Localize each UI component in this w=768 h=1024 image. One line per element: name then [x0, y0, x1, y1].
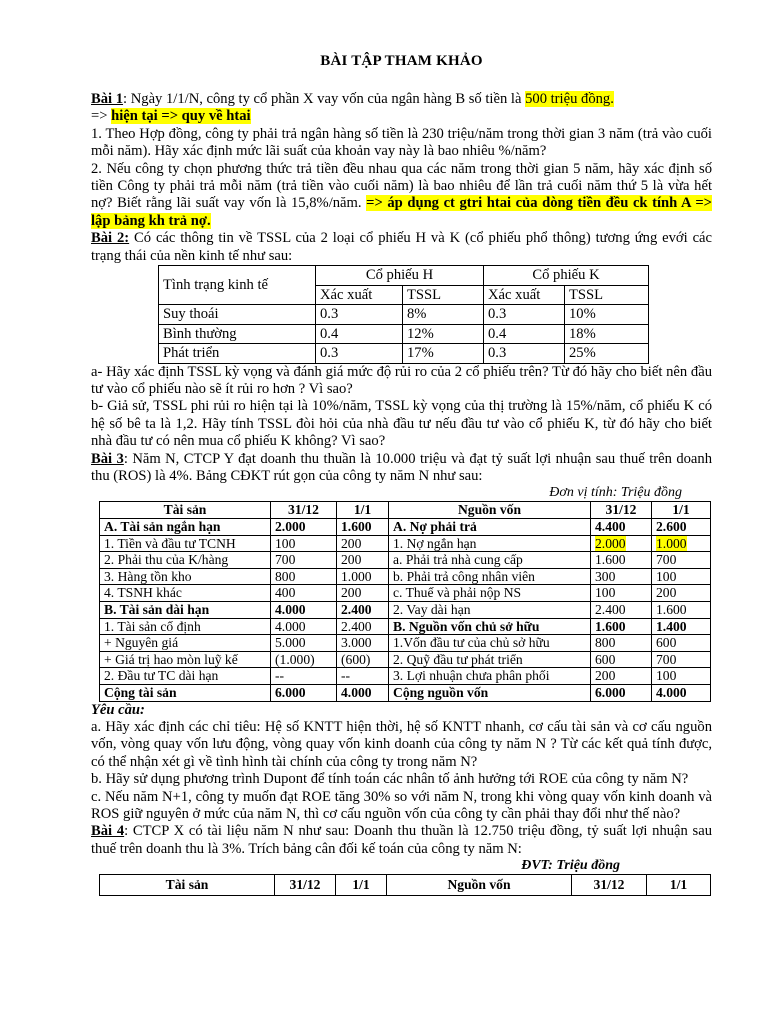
table-cell: 400: [271, 585, 337, 602]
table-header-row: [100, 875, 711, 896]
table-row: [100, 651, 711, 668]
table-row: [100, 668, 711, 685]
table-header-stock-h: Cổ phiếu H: [316, 266, 484, 286]
table-row: [100, 552, 711, 569]
table-row: [100, 568, 711, 585]
bai1-intro-text: : Ngày 1/1/N, công ty cổ phần X vay vốn của ngân hàng B số tiền là: [123, 91, 526, 107]
table-cell: 2.400: [337, 618, 389, 635]
table-cell: 100: [591, 585, 652, 602]
bai2-question-b: b- Giả sử, TSSL phi rủi ro hiện tại là 10%/năm, TSSL kỳ vọng của thị trường là 15%/năm, cổ phiếu K có hệ số bê ta là 1,2. Hãy tính TSSL đòi hỏi của nhà đầu tư nếu đầu tư vào cổ phiếu K, từ đó hãy cho biết nhà đầu tư có nên mua cổ phiếu K không? Vì sao?: [91, 398, 712, 450]
table-cell: 0.4: [316, 324, 403, 344]
table-row: [100, 585, 711, 602]
bai2-stock-table: [158, 265, 649, 364]
table-cell: 0.4: [484, 324, 565, 344]
table-cell: 2. Đầu tư TC dài hạn: [100, 668, 271, 685]
bai1-amount-highlight: 500 triệu đồng.: [525, 91, 614, 107]
table-cell: 1.000: [337, 568, 389, 585]
bai3-intro-text: : Năm N, CTCP Y đạt doanh thu thuần là 10.000 triệu và đạt tỷ suất lợi nhuận sau thuế trên doanh thu (ROS) là 4%. Bảng CĐKT rút gọn của công ty năm N như sau:: [91, 450, 713, 484]
table-cell: 200: [337, 535, 389, 552]
bai1-note-highlight: hiện tại => quy về htai: [111, 108, 251, 125]
table-cell: 0.3: [484, 344, 565, 364]
table-header-prob-k: Xác xuất: [484, 285, 565, 305]
table-header: 1/1: [647, 875, 711, 896]
table-cell: --: [337, 668, 389, 685]
bai2-intro-text: Có các thông tin về TSSL của 2 loại cổ phiếu H và K (cổ phiếu phổ thông) tương ứng evới các trạng thái của nền kinh tế như sau:: [91, 230, 713, 264]
table-cell: 200: [337, 552, 389, 569]
table-header-stock-k: Cổ phiếu K: [484, 266, 649, 286]
table-header-row: [100, 502, 711, 519]
table-cell: 800: [271, 568, 337, 585]
bai1-question-1: 1. Theo Hợp đồng, công ty phải trả ngân hàng số tiền là 230 triệu/năm trong thời gian 3 năm (trả vào cuối mỗi năm). Hãy xác định mức lãi suất của khoản vay này là bao nhiêu %/năm?: [91, 125, 712, 160]
bai1-question-2-note: => áp dụng ct gtri htai của dòng tiền đều ck tính A => lập bảng kh trả nợ.: [91, 195, 712, 229]
table-row: [100, 684, 711, 701]
table-cell: 100: [652, 668, 711, 685]
table-cell: 1.600: [337, 519, 389, 536]
table-cell: 1.Vốn đầu tư của chủ sở hữu: [389, 635, 591, 652]
table-header-prob-h: Xác xuất: [316, 285, 403, 305]
bai4-unit-note: ĐVT: Triệu đồng: [521, 858, 620, 874]
table-cell: Phát triển: [159, 344, 316, 364]
table-header: Tài sản: [100, 875, 275, 896]
table-cell: 0.3: [484, 305, 565, 325]
bai3-question-c: c. Nếu năm N+1, công ty muốn đạt ROE tăng 30% so với năm N, trong khi vòng quay vốn kinh doanh và ROS giữ nguyên ở mức của năm N, thì cơ cấu nguồn vốn của công ty cần phải thay đổi như thế nào?: [91, 788, 712, 822]
bai3-balance-sheet-table: [99, 501, 711, 701]
bai3-intro: [91, 451, 712, 486]
table-cell: 12%: [403, 324, 484, 344]
table-cell: + Giá trị hao mòn luỹ kế: [100, 651, 271, 668]
table-cell: 2. Vay dài hạn: [389, 601, 591, 618]
bai4-intro: [91, 823, 712, 858]
table-cell: 600: [652, 635, 711, 652]
table-cell: --: [271, 668, 337, 685]
page-title: BÀI TẬP THAM KHẢO: [320, 53, 483, 69]
table-cell: 2.000: [271, 519, 337, 536]
table-header: Nguồn vốn: [389, 502, 591, 519]
bai1-intro: [91, 91, 712, 126]
table-cell: (1.000): [271, 651, 337, 668]
table-cell: 4.000: [652, 684, 711, 701]
table-cell: 600: [591, 651, 652, 668]
table-header: 31/12: [591, 502, 652, 519]
table-cell: b. Phải trả công nhân viên: [389, 568, 591, 585]
table-cell: 17%: [403, 344, 484, 364]
bai3-unit-note: Đơn vị tính: Triệu đồng: [549, 485, 682, 501]
bai3-question-b: b. Hãy sử dụng phương trình Dupont để tính toán các nhân tố ảnh hưởng tới ROE của công ty năm N?: [91, 771, 689, 788]
highlight-value: 1.000: [656, 535, 687, 551]
table-row: [159, 324, 649, 344]
table-cell: 6.000: [591, 684, 652, 701]
table-cell: 3. Lợi nhuận chưa phân phối: [389, 668, 591, 685]
highlight-value: 2.000: [595, 535, 626, 551]
table-cell: 1.600: [591, 552, 652, 569]
table-cell: Suy thoái: [159, 305, 316, 325]
table-cell: + Nguyên giá: [100, 635, 271, 652]
table-cell: (600): [337, 651, 389, 668]
table-header: Tài sản: [100, 502, 271, 519]
table-cell: Cộng nguồn vốn: [389, 684, 591, 701]
table-header: 1/1: [336, 875, 387, 896]
table-row: [100, 618, 711, 635]
table-row: [100, 601, 711, 618]
table-cell: B. Tài sản dài hạn: [100, 601, 271, 618]
table-cell-highlight: [591, 535, 652, 552]
table-cell: 700: [271, 552, 337, 569]
table-cell: Bình thường: [159, 324, 316, 344]
table-cell: 10%: [565, 305, 649, 325]
table-header: 1/1: [337, 502, 389, 519]
table-cell: 4. TSNH khác: [100, 585, 271, 602]
table-cell: Cộng tài sản: [100, 684, 271, 701]
bai1-question-2: [91, 161, 712, 231]
table-cell: 4.000: [337, 684, 389, 701]
table-cell: 4.000: [271, 618, 337, 635]
table-cell: A. Tài sản ngắn hạn: [100, 519, 271, 536]
table-cell: 100: [271, 535, 337, 552]
table-cell: 1.400: [652, 618, 711, 635]
table-cell: 2.400: [337, 601, 389, 618]
table-cell: 2.400: [591, 601, 652, 618]
table-cell: 1. Nợ ngắn hạn: [389, 535, 591, 552]
table-cell: 200: [652, 585, 711, 602]
table-header-state: Tình trạng kinh tế: [159, 266, 316, 305]
table-row: [100, 519, 711, 536]
table-cell: 1.600: [652, 601, 711, 618]
table-header: 1/1: [652, 502, 711, 519]
table-cell: 6.000: [271, 684, 337, 701]
table-cell: A. Nợ phải trả: [389, 519, 591, 536]
table-header: 31/12: [275, 875, 336, 896]
table-row: [100, 635, 711, 652]
table-cell: 4.000: [271, 601, 337, 618]
table-cell: 700: [652, 651, 711, 668]
bai4-intro-text: : CTCP X có tài liệu năm N như sau: Doanh thu thuần là 12.750 triệu đồng, tỷ suất lợi nhuận sau thuế trên doanh thu là 3%. Trích bảng cân đối kế toán của công ty năm N:: [91, 823, 713, 857]
table-cell: 300: [591, 568, 652, 585]
table-cell: 100: [652, 568, 711, 585]
table-cell: B. Nguồn vốn chủ sở hữu: [389, 618, 591, 635]
table-cell: 2.600: [652, 519, 711, 536]
table-row: [100, 535, 711, 552]
bai4-balance-sheet-table: [99, 874, 711, 896]
table-cell: 800: [591, 635, 652, 652]
table-cell: 200: [337, 585, 389, 602]
table-row: [159, 305, 649, 325]
table-cell: 1. Tiền và đầu tư TCNH: [100, 535, 271, 552]
table-header-ret-h: TSSL: [403, 285, 484, 305]
bai2-question-a: a- Hãy xác định TSSL kỳ vọng và đánh giá mức độ rủi ro của 2 cổ phiếu trên? Từ đó hãy cho biết nên đầu tư vào cổ phiếu nào sẽ ít rủi ro hơn ? Vì sao?: [91, 363, 712, 397]
table-cell: 8%: [403, 305, 484, 325]
table-cell: 1. Tài sản cố định: [100, 618, 271, 635]
bai1-arrow: =>: [91, 108, 112, 125]
table-cell: 25%: [565, 344, 649, 364]
document-body: [91, 91, 712, 896]
bai1-label: Bài 1: [91, 91, 124, 107]
table-cell: 2. Phải thu của K/hàng: [100, 552, 271, 569]
table-row: [159, 344, 649, 364]
table-header-ret-k: TSSL: [565, 285, 649, 305]
table-cell: 0.3: [316, 305, 403, 325]
table-cell: 1.600: [591, 618, 652, 635]
bai3-question-a: a. Hãy xác định các chỉ tiêu: Hệ số KNTT hiện thời, hệ số KNTT nhanh, cơ cấu tài sản và cơ cấu nguồn vốn, vòng quay vốn lưu động, vòng quay vốn kinh doanh của công ty năm N ? Từ các kết quả tính được, có thể nhận xét gì về tình hình tài chính của công ty trong năm N?: [91, 718, 712, 770]
table-cell: 5.000: [271, 635, 337, 652]
table-cell: 3. Hàng tồn kho: [100, 568, 271, 585]
bai2-intro: [91, 230, 712, 265]
table-cell: 700: [652, 552, 711, 569]
table-header: Nguồn vốn: [387, 875, 572, 896]
table-cell-highlight: [652, 535, 711, 552]
bai4-label: Bài 4: [91, 823, 125, 840]
table-header: 31/12: [572, 875, 647, 896]
table-cell: 4.400: [591, 519, 652, 536]
table-cell: 2. Quỹ đầu tư phát triển: [389, 651, 591, 668]
table-cell: c. Thuế và phải nộp NS: [389, 585, 591, 602]
table-cell: 18%: [565, 324, 649, 344]
bai2-label: Bài 2:: [91, 230, 130, 247]
bai3-requirements-heading: Yêu cầu:: [91, 701, 145, 718]
bai1-question-2-text: 2. Nếu công ty chọn phương thức trả tiền đều nhau qua các năm trong thời gian 5 năm, hãy xác định số tiền Công ty phải trả mỗi năm (trả tiền vào cuối năm) là bao nhiêu để lần trả cuối năm thứ 5 là vừa hết nợ? Biết rằng lãi suất vay vốn là 15,8%/năm.: [91, 160, 712, 212]
table-header: 31/12: [271, 502, 337, 519]
table-cell: 200: [591, 668, 652, 685]
table-cell: a. Phải trả nhà cung cấp: [389, 552, 591, 569]
bai3-label: Bài 3: [91, 450, 124, 467]
table-cell: 3.000: [337, 635, 389, 652]
table-cell: 0.3: [316, 344, 403, 364]
